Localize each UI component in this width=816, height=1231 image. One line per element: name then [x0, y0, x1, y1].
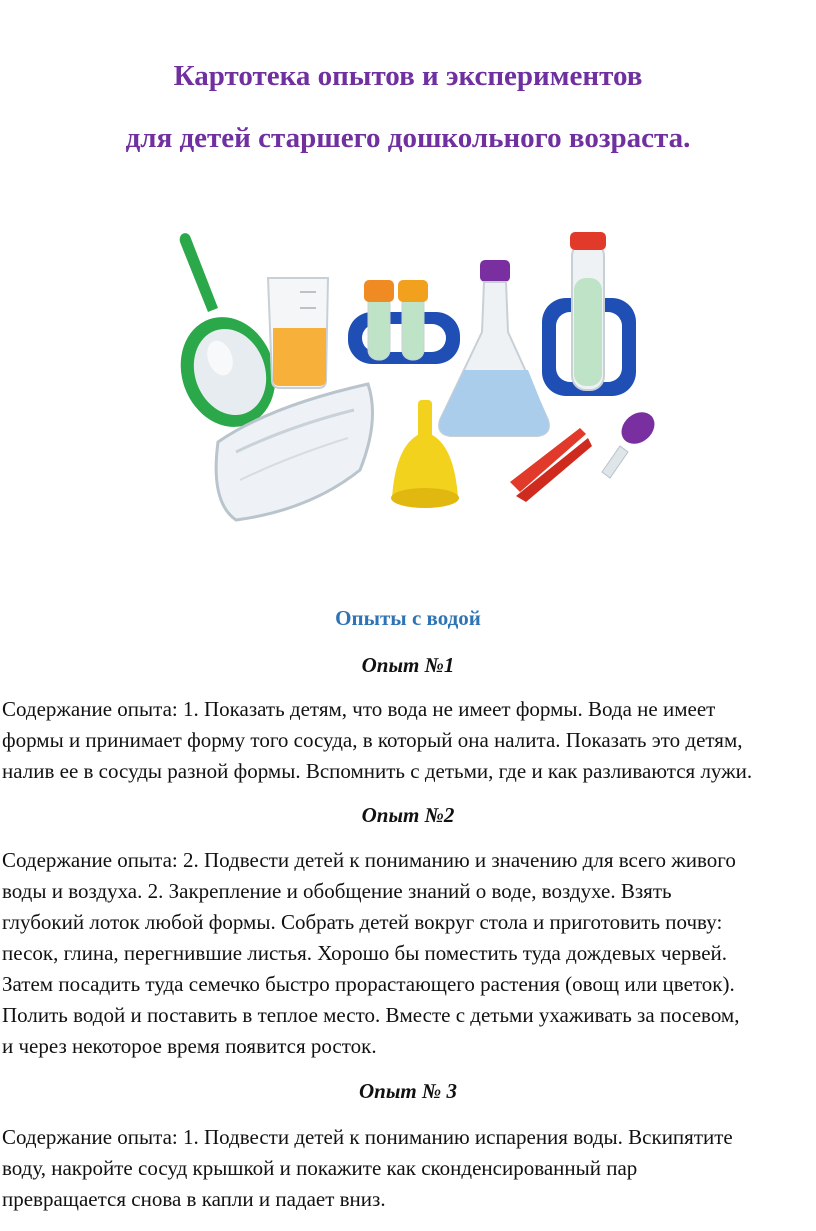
page-title-line-2: для детей старшего дошкольного возраста.: [125, 122, 691, 154]
paragraph-line: Содержание опыта: 1. Подвести детей к пониманию испарения воды. Вскипятите: [2, 1125, 733, 1149]
pipette-icon: [602, 406, 661, 478]
paragraph-line: песок, глина, перегнившие листья. Хорошо бы поместить туда дождевых червей.: [2, 941, 728, 965]
paragraph-line: глубокий лоток любой формы. Собрать детей вокруг стола и приготовить почву:: [2, 910, 723, 934]
paragraph-line: Содержание опыта: 1. Показать детям, что вода не имеет формы. Вода не имеет: [2, 697, 716, 721]
paragraph-line: превращается снова в капли и падает вниз.: [2, 1187, 386, 1211]
experiment-3-content: [2, 1122, 816, 1215]
paragraph-line: налив ее в сосуды разной формы. Вспомнить с детьми, где и как разливаются лужи.: [2, 759, 753, 783]
experiment-1-content: [2, 694, 816, 787]
paragraph-line: Затем посадить туда семечко быстро прорастающего растения (овощ или цветок).: [2, 972, 735, 996]
paragraph-line: и через некоторое время появится росток.: [2, 1034, 377, 1058]
beaker-icon: [268, 278, 328, 388]
lab-equipment-illustration: [140, 220, 680, 540]
tweezers-icon: [510, 428, 592, 502]
experiment-1-title: Опыт №1: [361, 653, 455, 677]
section-heading: Опыты с водой: [335, 606, 481, 630]
paragraph-line: формы и принимает форму того сосуда, в который она налита. Показать это детям,: [2, 728, 743, 752]
paragraph-line: воду, накройте сосуд крышкой и покажите как сконденсированный пар: [2, 1156, 638, 1180]
experiment-2-title: Опыт №2: [361, 803, 455, 827]
page-title-line-1: Картотека опытов и экспериментов: [173, 60, 643, 92]
experiment-3-title: Опыт № 3: [359, 1079, 457, 1103]
paragraph-line: Полить водой и поставить в теплое место. Вместе с детьми ухаживать за посевом,: [2, 1003, 740, 1027]
test-tube-rack-icon: [348, 280, 460, 364]
test-tube-holder-icon: [542, 232, 636, 396]
paragraph-line: Содержание опыта: 2. Подвести детей к пониманию и значению для всего живого: [2, 848, 736, 872]
paragraph-line: воды и воздуха. 2. Закрепление и обобщение знаний о воде, воздухе. Взять: [2, 879, 672, 903]
experiment-2-content: [2, 845, 816, 1062]
